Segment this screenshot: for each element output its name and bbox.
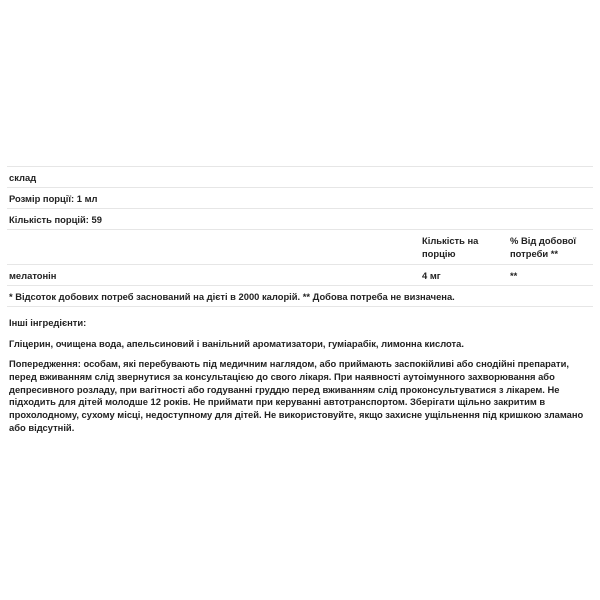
footnote-row bbox=[7, 286, 593, 307]
table-header-row bbox=[7, 230, 593, 265]
nutrient-daily-value: ** bbox=[508, 265, 593, 286]
servings-per-container: Кількість порцій: 59 bbox=[7, 209, 593, 230]
column-header-name bbox=[7, 230, 420, 265]
warning-text: Попередження: особам, які перебувають під медичним наглядом, або приймають заспокійливі або снодійні препарати, перед вживанням слід звернутися за консультацією до свого лікаря. При наявності аутоімунного захворювання або депресивного розладу, при вагітності або годуванні груддю перед вживанням слід проконсультуватися з лікарем. Не підходить для дітей молодше 12 років. Не приймати при керуванні автотранспортом. Зберігати щільно закритим в прохолодному, сухому місці, недоступному для дітей. Не використовуйте, якщо захисне ущільнення під кришкою зламано або відсутній. bbox=[9, 358, 584, 433]
column-header-amount: Кількість на порцію bbox=[420, 230, 508, 265]
other-ingredients-label: Інші інгредієнти: bbox=[9, 317, 87, 328]
supplement-facts bbox=[7, 166, 593, 307]
serving-size: Розмір порції: 1 мл bbox=[7, 188, 593, 209]
product-details bbox=[9, 316, 593, 443]
nutrient-amount: 4 мг bbox=[420, 265, 508, 286]
table-row bbox=[7, 265, 593, 286]
serving-size-row bbox=[7, 188, 593, 209]
servings-per-container-row bbox=[7, 209, 593, 230]
facts-footnote: * Відсоток добових потреб заснований на дієті в 2000 калорій. ** Добова потреба не визначена. bbox=[7, 286, 593, 307]
facts-title-row bbox=[7, 167, 593, 188]
facts-title: склад bbox=[7, 167, 593, 188]
nutrient-name: мелатонін bbox=[7, 265, 420, 286]
column-header-daily-value: % Від добової потреби ** bbox=[508, 230, 593, 265]
supplement-facts-table bbox=[7, 166, 593, 307]
other-ingredients-text: Гліцерин, очищена вода, апельсиновий і ванільний ароматизатори, гуміарабік, лимонна кислота. bbox=[9, 338, 464, 349]
